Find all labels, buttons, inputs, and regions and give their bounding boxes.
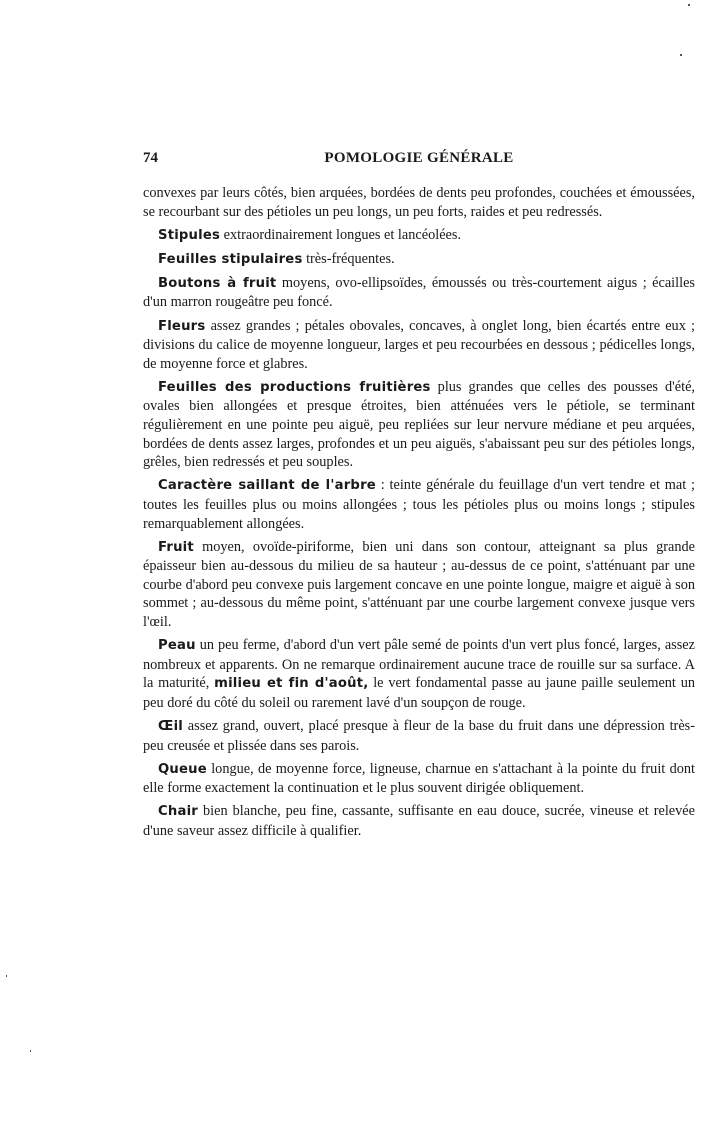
paragraph-text: : teinte générale du feuillage d'un vert tendre et mat ; toutes les feuilles plus ou moins allongées ; tous les pétioles plus ou moins longs ; stipules remarquablement allongées. bbox=[143, 477, 696, 532]
paragraph-text: assez grandes ; pétales obovales, concaves, à onglet long, bien écartés entre eux ; divisions du calice de moyenne longueur, larges et peu recourbées en dessous ; pédicelles longs, de moyenne force et glabres. bbox=[143, 317, 695, 372]
paragraph-boutons bbox=[143, 274, 695, 312]
paragraph-feuilles-productions bbox=[143, 378, 695, 472]
scan-speck bbox=[688, 4, 690, 6]
book-page bbox=[143, 150, 695, 845]
term-heading: Feuilles des productions fruitières bbox=[158, 379, 431, 395]
term-heading: Fruit bbox=[158, 539, 194, 555]
scan-speck bbox=[6, 975, 7, 977]
term-heading: Feuilles stipulaires bbox=[158, 251, 303, 267]
paragraph-text: un peu ferme, d'abord d'un vert pâle semé de points d'un vert plus foncé, larges, assez nombreux et apparents. On ne remarque ordinairement aucune trace de rouille sur sa surface. A la maturité, bbox=[143, 637, 695, 692]
paragraph-feuilles-stipulaires bbox=[143, 250, 695, 270]
paragraph-text: bien blanche, peu fine, cassante, suffisante en eau douce, sucrée, vineuse et relevée d'une saveur assez difficile à qualifier. bbox=[143, 803, 695, 839]
paragraph-continuation bbox=[143, 184, 695, 221]
page-number: 74 bbox=[143, 150, 158, 166]
term-heading: Œil bbox=[158, 718, 184, 734]
paragraph-queue bbox=[143, 760, 695, 798]
paragraph-text: plus grandes que celles des pousses d'été, ovales bien allongées et presque étroites, bien atténuées vers le pétiole, se terminant régulièrement en une pointe peu aiguë, peu repliées sur leur nervure médiane et peu arquées, bordées de dents assez larges, profondes et un peu aiguës, s'abaissant peu sur des pétioles longs, grêles, bien redressés et peu souples. bbox=[143, 378, 695, 471]
paragraph-fleurs bbox=[143, 317, 695, 374]
term-heading: Peau bbox=[158, 638, 196, 654]
paragraph-text: moyens, ovo-ellipsoïdes, émoussés ou très-courtement aigus ; écailles d'un marron rougeâtre peu foncé. bbox=[143, 274, 695, 311]
paragraph-chair bbox=[143, 802, 695, 840]
paragraph-text: convexes par leurs côtés, bien arquées, bordées de dents peu profondes, couchées et émoussées, se recourbant sur des pétioles un peu longs, un peu forts, raides et peu redressés. bbox=[143, 185, 695, 220]
paragraph-text: longue, de moyenne force, ligneuse, charnue en s'attachant à la pointe du fruit dont elle forme exactement la continuation et le plus souvent dirigée obliquement. bbox=[143, 760, 695, 797]
paragraph-caractere bbox=[143, 476, 695, 533]
paragraph-oeil bbox=[143, 717, 695, 755]
term-heading: Queue bbox=[158, 761, 207, 777]
body-text bbox=[143, 184, 695, 841]
paragraph-text: assez grand, ouvert, placé presque à fleur de la base du fruit dans une dépression très-peu creusée et plissée dans ses parois. bbox=[143, 717, 695, 754]
scan-speck bbox=[30, 1050, 31, 1052]
paragraph-stipules bbox=[143, 226, 695, 246]
paragraph-text: le vert fondamental passe au jaune paille seulement un peu doré du côté du soleil ou rarement lavé d'un soupçon de rouge. bbox=[143, 675, 695, 711]
paragraph-text: très-fréquentes. bbox=[302, 250, 395, 267]
scan-speck bbox=[680, 54, 682, 56]
term-heading: Fleurs bbox=[158, 318, 206, 334]
term-inline-emphasis: milieu et fin d'août, bbox=[214, 676, 369, 692]
term-heading: Stipules bbox=[158, 227, 221, 243]
paragraph-text: moyen, ovoïde-piriforme, bien uni dans son contour, atteignant sa plus grande épaisseur bien au-dessous du milieu de sa hauteur ; au-dessus de ce point, s'atténuant par une courbe d'abord peu convexe puis largement concave en une pointe longue, maigre et aiguë à son sommet ; au-dessous du même point, s'atténuant par une courbe largement convexe jusque vers l'œil. bbox=[143, 538, 695, 630]
term-heading: Boutons à fruit bbox=[158, 275, 277, 291]
page-header bbox=[143, 150, 695, 172]
paragraph-text: extraordinairement longues et lancéolées. bbox=[220, 226, 462, 243]
running-title: POMOLOGIE GÉNÉRALE bbox=[324, 150, 514, 166]
term-heading: Caractère saillant de l'arbre bbox=[158, 478, 376, 494]
term-heading: Chair bbox=[158, 804, 198, 820]
paragraph-peau bbox=[143, 636, 695, 712]
paragraph-fruit bbox=[143, 538, 695, 632]
